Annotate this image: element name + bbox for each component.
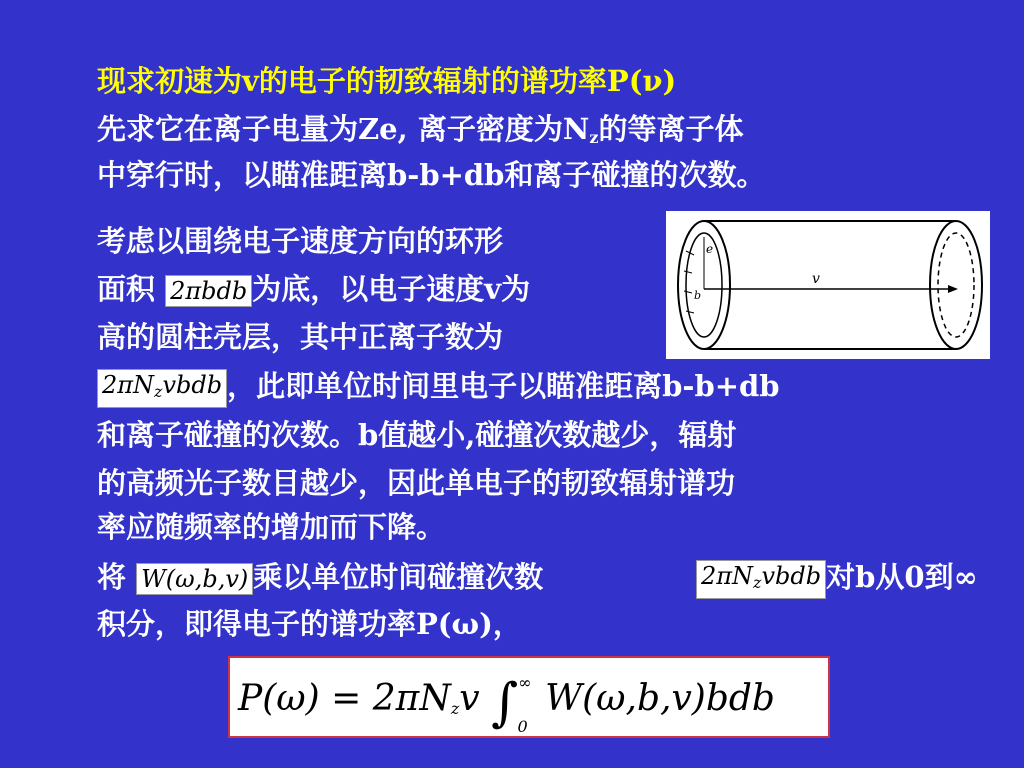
formula-lhs: P(ω) (238, 678, 320, 719)
para2-line1: 考虑以围绕电子速度方向的环形 (97, 224, 504, 258)
para2-line5: 和离子碰撞的次数。b值越小,碰撞次数越少，辐射 (97, 418, 737, 452)
integral-upper: ∞ (518, 673, 532, 692)
impact-range: b-b+db (387, 158, 505, 192)
velocity-label: v (812, 271, 820, 287)
cylinder-figure (666, 211, 990, 359)
integral-lower: 0 (517, 717, 528, 736)
para1-line1: 先求它在离子电量为Ze, 离子密度为$N_z$的等离子体 (97, 112, 744, 147)
para2-line4: $2\pi N_zvbdb$ ，此即单位时间里电子以瞄准距离b-b+db (97, 367, 780, 408)
para2-line7: 率应随频率的增加而下降。 (97, 510, 446, 544)
charge-ze: Ze (358, 112, 398, 146)
para2-line8: 将 W(ω,b,v) 乘以单位时间碰撞次数 (97, 560, 544, 594)
para2-line3: 高的圆柱壳层，其中正离子数为 (97, 320, 504, 354)
electron-label: e (706, 242, 714, 256)
spectral-power-formula: $P(\omega) = 2\pi N_zv$ $\int^\infty_0$ W(ω,b,v)bdb (228, 656, 830, 738)
title-p-nu: P(ν) (606, 64, 677, 98)
w-equation: W(ω,b,v) (136, 563, 253, 595)
title-v: v (242, 64, 259, 98)
para2-line8-right: $2\pi N_zvbdb$ 对b从0到∞ (696, 558, 978, 599)
para2-line6: 的高频光子数目越少，因此单电子的韧致辐射谱功 (97, 466, 736, 500)
area-equation: 2πbdb (165, 275, 252, 307)
count-equation: $2\pi N_zvbdb$ (97, 369, 227, 408)
para2-line9: 积分，即得电子的谱功率P(ω)， (97, 607, 522, 641)
para2-line2: 面积 2πbdb 为底，以电子速度v为 (97, 272, 531, 306)
density-n: N (562, 112, 590, 146)
formula-equals: = (331, 678, 362, 719)
title-text: 现求初速为 (97, 64, 243, 98)
para1-line2: 中穿行时，以瞄准距离b-b+db和离子碰撞的次数。 (97, 158, 766, 192)
formula-coef: 2πN (372, 678, 451, 719)
formula-integrand: W(ω,b,v)bdb (545, 678, 775, 719)
cylinder-drawing (666, 211, 990, 359)
integral-sign: ∫ (491, 673, 519, 733)
title-text-2: 的电子的韧致辐射的谱功率 (258, 64, 607, 98)
count-equation-2: $2\pi N_zvbdb$ (696, 560, 826, 599)
slide-title (97, 62, 676, 100)
impact-b-label: b (694, 289, 702, 302)
